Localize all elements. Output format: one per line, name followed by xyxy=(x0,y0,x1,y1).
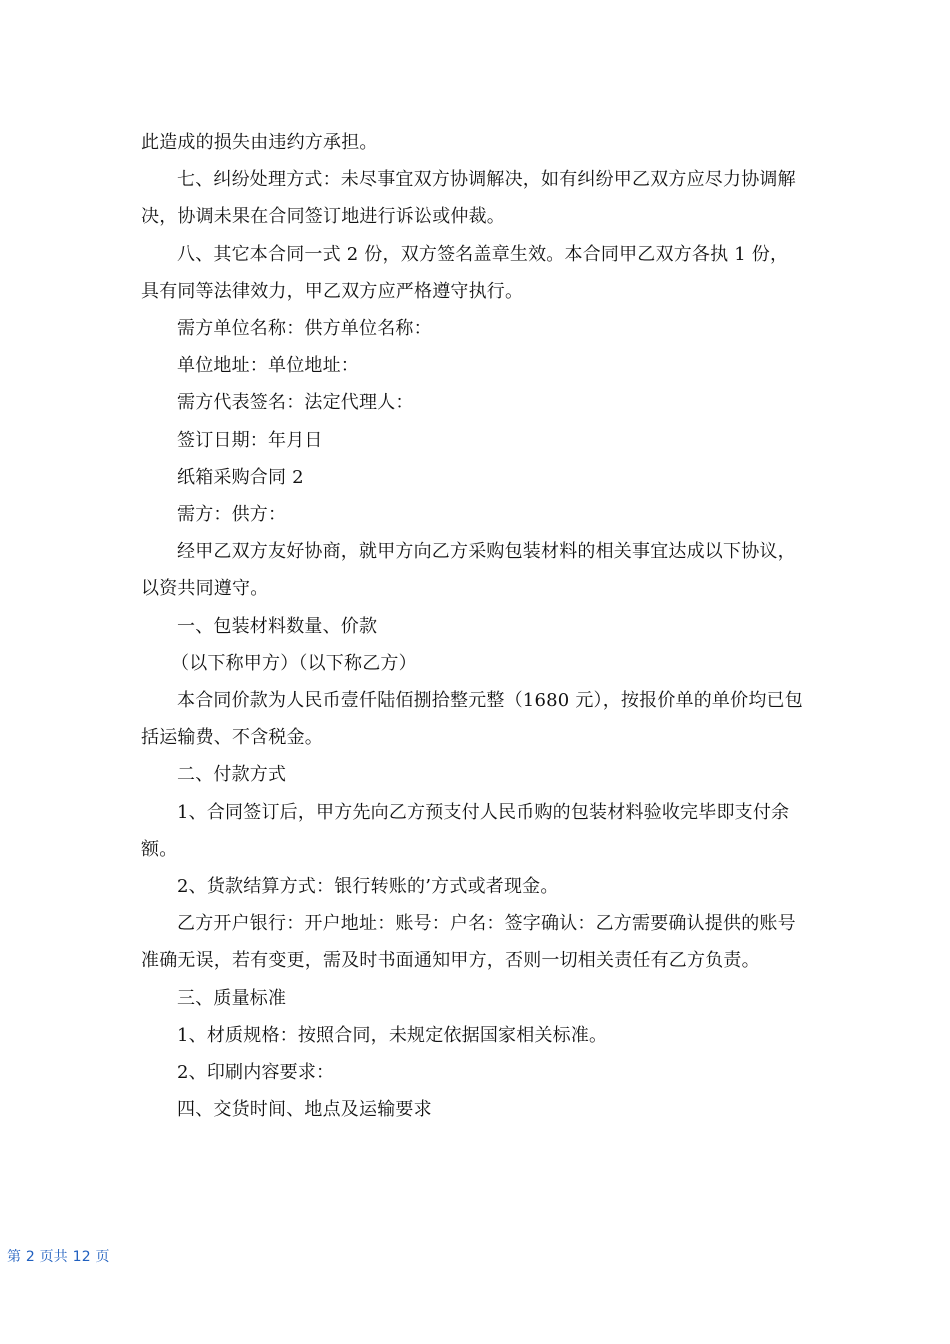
paragraph-20: 2、印刷内容要求： xyxy=(177,1062,335,1084)
paragraph-6: 需方代表签名：法定代理人： xyxy=(177,392,414,414)
contract-title: 纸箱采购合同 2 xyxy=(177,466,304,488)
page-number-footer: 第 2 页共 12 页 xyxy=(7,1249,110,1265)
section-heading-2: 二、付款方式 xyxy=(177,764,287,786)
section-heading-4: 四、交货时间、地点及运输要求 xyxy=(177,1099,432,1121)
paragraph-13: 本合同价款为人民币壹仟陆佰捌拾整元整（1680 元），按报价单的单价均已包括运输费、不含税金。 xyxy=(141,690,803,749)
section-heading-1: 一、包装材料数量、价款 xyxy=(177,615,378,637)
paragraph-2: 七、纠纷处理方式：未尽事宜双方协调解决，如有纠纷甲乙双方应尽力协调解决，协调未果在合同签订地进行诉讼或仲裁。 xyxy=(141,169,796,228)
paragraph-5: 单位地址：单位地址： xyxy=(177,355,359,377)
paragraph-16: 2、货款结算方式：银行转账的’方式或者现金。 xyxy=(177,876,559,898)
paragraph-15: 1、合同签订后，甲方先向乙方预支付人民币购的包装材料验收完毕即支付余额。 xyxy=(141,801,790,860)
paragraph-19: 1、材质规格：按照合同，未规定依据国家相关标准。 xyxy=(177,1024,608,1046)
paragraph-12: （以下称甲方）（以下称乙方） xyxy=(171,652,417,674)
paragraph-1: 此造成的损失由违约方承担。 xyxy=(141,132,378,153)
paragraph-9: 需方：供方： xyxy=(177,504,287,526)
paragraph-17: 乙方开户银行：开户地址：账号：户名：签字确认：乙方需要确认提供的账号准确无误，若有变更，需及时书面通知甲方，否则一切相关责任有乙方负责。 xyxy=(141,913,796,972)
paragraph-10: 经甲乙双方友好协商，就甲方向乙方采购包装材料的相关事宜达成以下协议，以资共同遵守。 xyxy=(141,541,796,600)
document-body xyxy=(141,124,805,1128)
section-heading-3: 三、质量标准 xyxy=(177,987,287,1009)
paragraph-7: 签订日期：年月日 xyxy=(177,429,323,451)
paragraph-4: 需方单位名称：供方单位名称： xyxy=(177,318,432,340)
paragraph-3: 八、其它本合同一式 2 份，双方签名盖章生效。本合同甲乙双方各执 1 份，具有同等法律效力，甲乙双方应严格遵守执行。 xyxy=(141,243,789,302)
